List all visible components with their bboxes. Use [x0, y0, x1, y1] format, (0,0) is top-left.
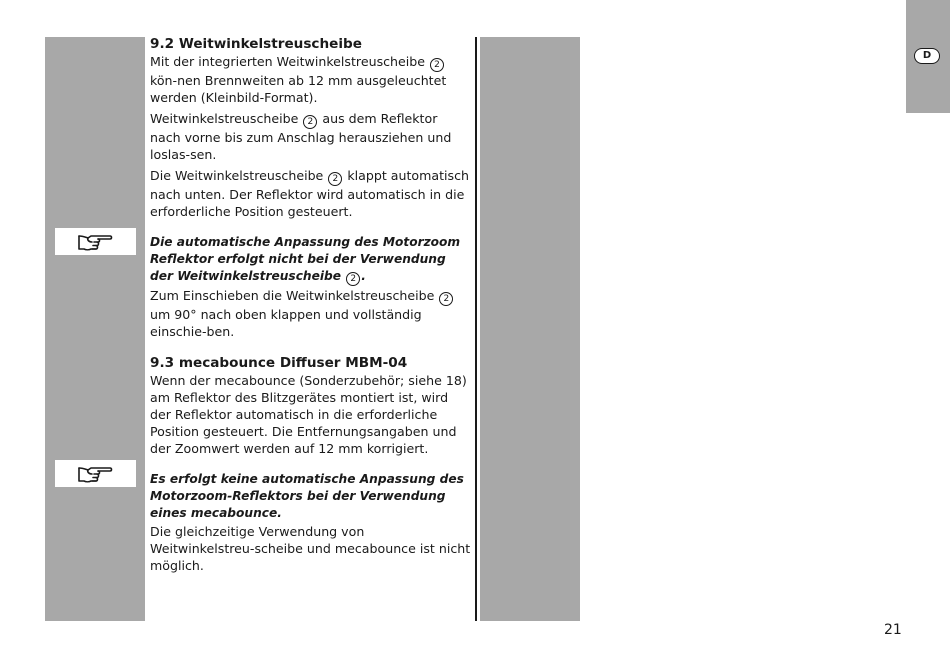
reference-number-2: 2: [328, 172, 342, 186]
paragraph-push-in: [150, 287, 471, 340]
note-marker-1: [55, 228, 136, 255]
text-fragment: kön-nen Brennweiten ab 12 mm ausgeleuchtet werden (Kleinbild-Format).: [150, 73, 447, 105]
paragraph-simultaneous-use: Die gleichzeitige Verwendung von Weitwinkelstreu-scheibe und mecabounce ist nicht möglich.: [150, 524, 471, 573]
paragraph-mecabounce: Wenn der mecabounce (Sonderzubehör; siehe 18) am Reflektor des Blitzgerätes montiert ist, wird der Reflektor automatisch in die erforderliche Position gesteuert. Die Entfernungsangaben und der Zoomwert werden auf 12 mm korrigiert.: [150, 373, 467, 456]
note-text-1: [150, 234, 471, 286]
left-margin-column: [45, 37, 145, 621]
note-text-2: Es erfolgt keine automatische Anpassung des Motorzoom-Reflektors bei der Verwendung eines mecabounce.: [150, 472, 464, 520]
reference-number-2: 2: [439, 292, 453, 306]
pointing-hand-icon: [76, 464, 116, 484]
right-margin-column: [480, 37, 580, 621]
paragraph-flips-down: [150, 167, 471, 220]
text-fragment: Mit der integrierten Weitwinkelstreuscheibe: [150, 54, 430, 69]
text-fragment: Die automatische Anpassung des Motorzoom Reflektor erfolgt nicht bei der Verwendung der Weitwinkelstreuscheibe: [150, 235, 461, 283]
column-divider: [475, 37, 477, 621]
text-fragment: Weitwinkelstreuscheibe: [150, 111, 303, 126]
reference-number-2: 2: [346, 272, 360, 286]
paragraph-intro: [150, 53, 471, 106]
note-marker-2: [55, 460, 136, 487]
text-fragment: Die Weitwinkelstreuscheibe: [150, 168, 328, 183]
language-badge: D: [914, 48, 940, 64]
paragraph-pull-out: [150, 110, 471, 163]
text-fragment: aus dem Reflektor nach vorne bis zum Anschlag herausziehen und loslas-sen.: [150, 111, 452, 162]
main-text-column: [150, 35, 471, 578]
text-fragment: um 90° nach oben klappen und vollständig einschie-ben.: [150, 307, 422, 339]
pointing-hand-icon: [76, 232, 116, 252]
text-fragment: .: [361, 269, 366, 283]
section-heading-9-2: 9.2 Weitwinkelstreuscheibe: [150, 36, 362, 52]
text-fragment: Zum Einschieben die Weitwinkelstreuscheibe: [150, 288, 439, 303]
reference-number-2: 2: [303, 115, 317, 129]
reference-number-2: 2: [430, 58, 444, 72]
section-heading-9-3: 9.3 mecabounce Diffuser MBM-04: [150, 355, 408, 371]
page-number: 21: [884, 622, 902, 638]
text-fragment: klappt automatisch nach unten. Der Reflektor wird automatisch in die erforderliche Position gesteuert.: [150, 168, 469, 219]
